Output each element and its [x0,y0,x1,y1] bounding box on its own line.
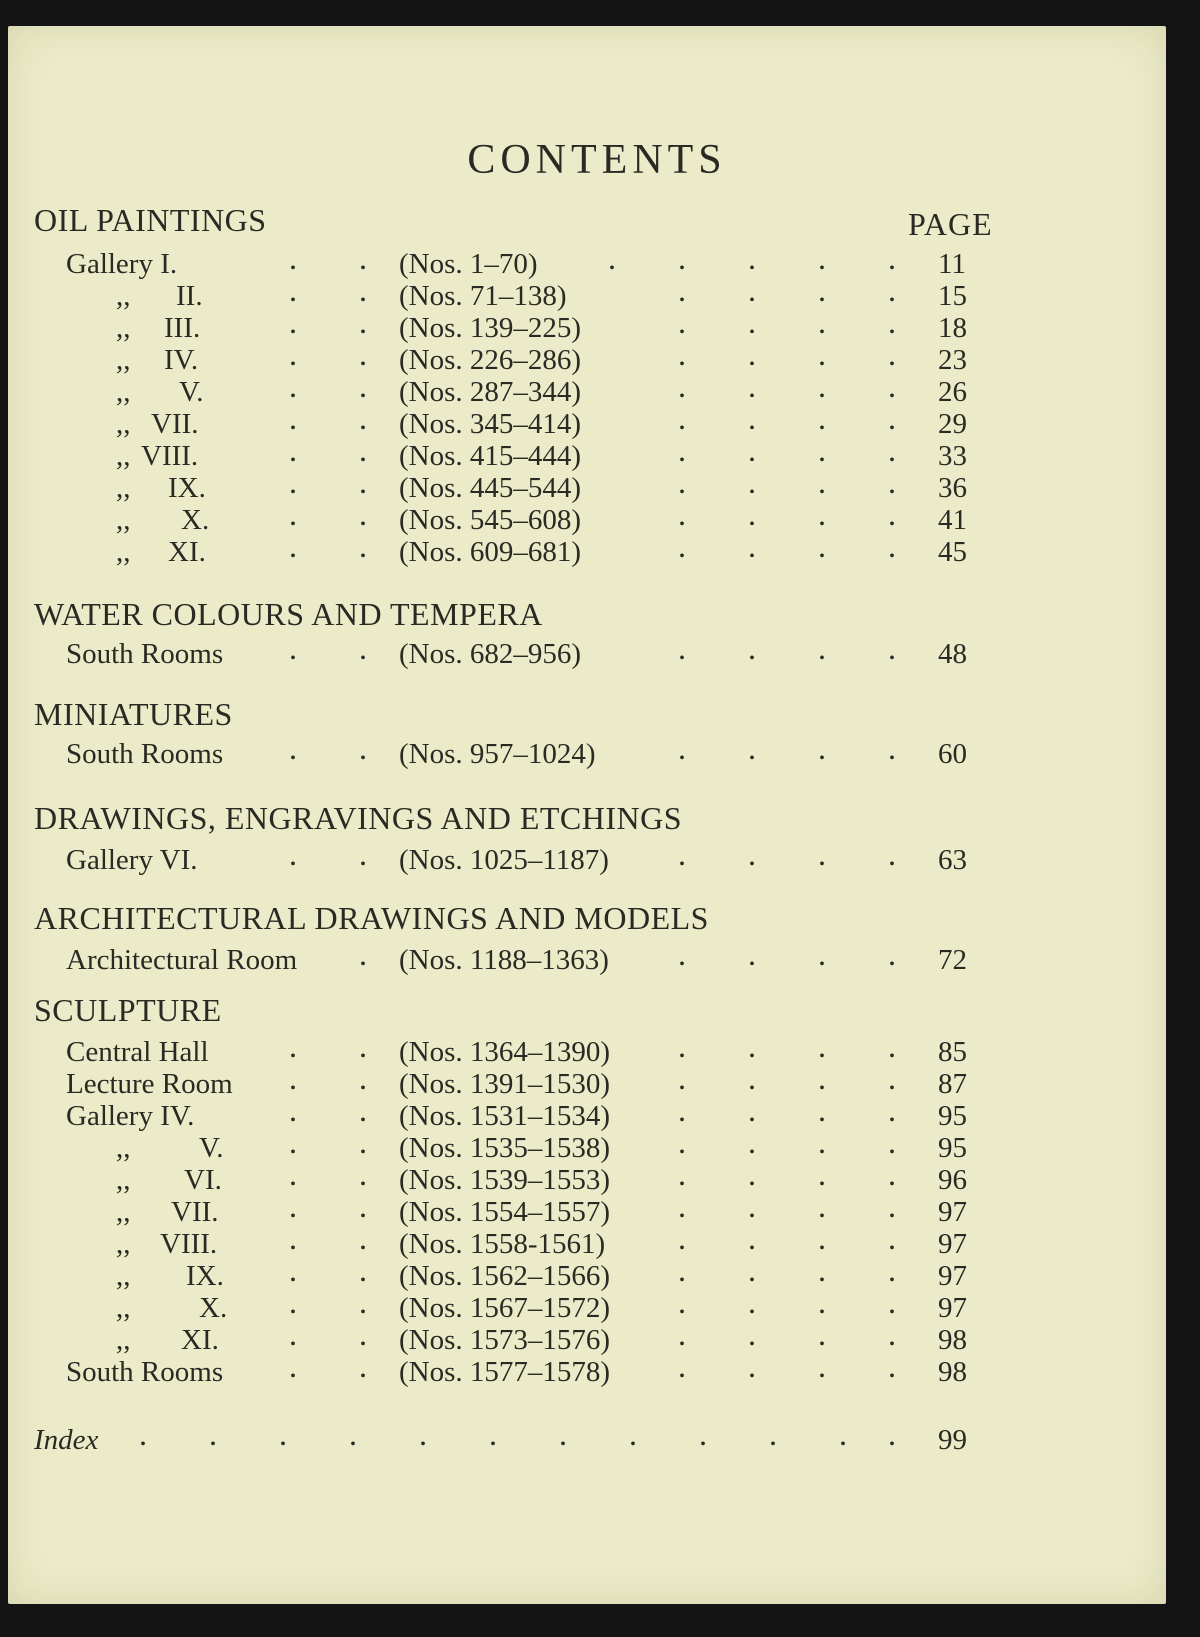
entry-page: 87 [938,1068,967,1100]
entry-page: 41 [938,504,967,536]
toc-entry[interactable]: Gallery I. . . (Nos. 1–70) . . . . . 11 [66,240,966,280]
toc-entry[interactable]: South Rooms . . (Nos. 957–1024) . . . . 60 [66,730,967,770]
entry-location: Lecture Room [66,1068,233,1100]
entry-page: 95 [938,1132,967,1164]
page-column-label: PAGE [908,206,993,242]
ditto-mark: ,, [116,280,131,312]
toc-entry[interactable]: ,, VIII. . . (Nos. 415–444) . . . . 33 [116,432,967,472]
entry-location: V. [199,1132,224,1164]
book-page [8,26,1166,1604]
ditto-mark: ,, [116,504,131,536]
entry-range: (Nos. 1554–1557) [399,1196,611,1228]
section-heading-sculpture: SCULPTURE [34,992,222,1028]
entry-location: III. [164,312,201,344]
entry-location: Central Hall [66,1036,209,1068]
ditto-mark: ,, [116,376,131,408]
entry-range: (Nos. 1–70) [399,248,538,280]
entry-page: 97 [938,1228,967,1260]
entry-range: (Nos. 609–681) [399,536,582,568]
entry-range: (Nos. 957–1024) [399,738,596,770]
entry-location: X. [181,504,210,536]
entry-range: (Nos. 415–444) [399,440,582,472]
toc-entry[interactable]: ,, IV. . . (Nos. 226–286) . . . . 23 [116,336,967,376]
ditto-mark: ,, [116,472,131,504]
entry-range: (Nos. 1539–1553) [399,1164,611,1196]
page-title: CONTENTS [467,137,727,183]
entry-range: (Nos. 682–956) [399,638,582,670]
entry-page: 98 [938,1324,967,1356]
toc-entry-index[interactable]: Index . . . . . . . . . . . . 99 [34,1416,967,1456]
entry-location: IX. [186,1260,224,1292]
toc-entry[interactable]: ,, VI. . . (Nos. 1539–1553) . . . . 96 [116,1156,967,1196]
entry-location: V. [179,376,204,408]
ditto-mark: ,, [116,1132,131,1164]
ditto-mark: ,, [116,440,131,472]
toc-entry[interactable]: ,, II. . . (Nos. 71–138) . . . . 15 [116,272,967,312]
entry-page: 72 [938,944,967,976]
toc-entry[interactable]: ,, VII. . . (Nos. 1554–1557) . . . . 97 [116,1188,967,1228]
entry-page: 97 [938,1260,967,1292]
entry-page: 95 [938,1100,967,1132]
toc-entry[interactable]: ,, IX. . . (Nos. 1562–1566) . . . . 97 [116,1252,967,1292]
entry-range: (Nos. 226–286) [399,344,582,376]
entry-location: South Rooms [66,1356,224,1388]
entry-location: South Rooms [66,738,224,770]
ditto-mark: ,, [116,536,131,568]
section-heading-oil-paintings: OIL PAINTINGS [34,202,267,238]
toc-entry[interactable]: ,, X. . . (Nos. 1567–1572) . . . . 97 [116,1284,967,1324]
entry-location: XI. [181,1324,219,1356]
toc-entry[interactable]: ,, VII. . . (Nos. 345–414) . . . . 29 [116,400,967,440]
entry-page: 33 [938,440,967,472]
toc-entry[interactable]: ,, VIII. . . (Nos. 1558-1561) . . . . 97 [116,1220,967,1260]
entry-page: 18 [938,312,967,344]
entry-page: 98 [938,1356,967,1388]
entry-page: 85 [938,1036,967,1068]
entry-page: 60 [938,738,967,770]
entry-location: VII. [171,1196,219,1228]
entry-range: (Nos. 1573–1576) [399,1324,611,1356]
entry-location: VIII. [160,1228,218,1260]
entry-range: (Nos. 139–225) [399,312,582,344]
ditto-mark: ,, [116,1196,131,1228]
toc-entry[interactable]: ,, V. . . (Nos. 287–344) . . . . 26 [116,368,967,408]
ditto-mark: ,, [116,344,131,376]
toc-entry[interactable]: Gallery VI. . . (Nos. 1025–1187) . . . . 63 [66,836,967,876]
entry-location: Gallery IV. [66,1100,195,1132]
entry-location: IV. [164,344,199,376]
ditto-mark: ,, [116,1164,131,1196]
entry-page: 97 [938,1292,967,1324]
ditto-mark: ,, [116,1324,131,1356]
entry-location: VII. [151,408,199,440]
entry-range: (Nos. 287–344) [399,376,582,408]
entry-page: 96 [938,1164,967,1196]
entry-page: 36 [938,472,967,504]
section-heading-drawings: DRAWINGS, ENGRAVINGS AND ETCHINGS [34,800,683,836]
ditto-mark: ,, [116,1260,131,1292]
entry-range: (Nos. 1364–1390) [399,1036,611,1068]
entry-range: (Nos. 1025–1187) [399,844,609,876]
section-heading-water-colours: WATER COLOURS AND TEMPERA [34,596,543,632]
entry-location: IX. [168,472,206,504]
toc-entry[interactable]: Central Hall . . (Nos. 1364–1390) . . . . 85 [66,1028,967,1068]
ditto-mark: ,, [116,1292,131,1324]
toc-entry[interactable]: ,, XI. . . (Nos. 609–681) . . . . 45 [116,528,967,568]
entry-location: II. [176,280,203,312]
entry-page: 11 [938,248,966,280]
entry-range: (Nos. 1558-1561) [399,1228,606,1260]
entry-range: (Nos. 1562–1566) [399,1260,611,1292]
entry-range: (Nos. 71–138) [399,280,567,312]
entry-location: Gallery I. [66,248,178,280]
entry-range: (Nos. 1577–1578) [399,1356,611,1388]
ditto-mark: ,, [116,1228,131,1260]
entry-page: 97 [938,1196,967,1228]
toc-entry[interactable]: ,, IX. . . (Nos. 445–544) . . . . 36 [116,464,967,504]
entry-range: (Nos. 345–414) [399,408,582,440]
entry-location: X. [199,1292,228,1324]
entry-location: South Rooms [66,638,224,670]
entry-page: 48 [938,638,967,670]
entry-range: (Nos. 1531–1534) [399,1100,611,1132]
entry-range: (Nos. 545–608) [399,504,582,536]
section-heading-architectural: ARCHITECTURAL DRAWINGS AND MODELS [34,900,709,936]
entry-range: (Nos. 1535–1538) [399,1132,611,1164]
entry-page: 23 [938,344,967,376]
entry-range: (Nos. 445–544) [399,472,582,504]
ditto-mark: ,, [116,408,131,440]
entry-range: (Nos. 1567–1572) [399,1292,611,1324]
toc-entry[interactable]: Architectural Room . (Nos. 1188–1363) . . . . 72 [66,936,967,976]
entry-page: 15 [938,280,967,312]
toc-entry[interactable]: ,, V. . . (Nos. 1535–1538) . . . . 95 [116,1124,967,1164]
ditto-mark: ,, [116,312,131,344]
entry-page: 63 [938,844,967,876]
toc-entry[interactable]: ,, X. . . (Nos. 545–608) . . . . 41 [116,496,967,536]
toc-entry[interactable]: Lecture Room . . (Nos. 1391–1530) . . . . 87 [66,1060,967,1100]
entry-location: Gallery VI. [66,844,198,876]
toc-entry[interactable]: ,, III. . . (Nos. 139–225) . . . . 18 [116,304,967,344]
section-heading-miniatures: MINIATURES [34,696,233,732]
toc-entry[interactable]: ,, XI. . . (Nos. 1573–1576) . . . . 98 [116,1316,967,1356]
entry-location: VIII. [141,440,199,472]
index-label: Index [34,1424,99,1456]
entry-location: XI. [168,536,206,568]
entry-location: VI. [184,1164,222,1196]
entry-page: 26 [938,376,967,408]
entry-page: 29 [938,408,967,440]
entry-page: 99 [938,1424,967,1456]
entry-range: (Nos. 1391–1530) [399,1068,611,1100]
toc-entry[interactable]: Gallery IV. . . (Nos. 1531–1534) . . . . 95 [66,1092,967,1132]
entry-range: (Nos. 1188–1363) [399,944,609,976]
entry-page: 45 [938,536,967,568]
toc-entry[interactable]: South Rooms . . (Nos. 1577–1578) . . . . 98 [66,1348,967,1388]
entry-location: Architectural Room [66,944,298,976]
toc-entry[interactable]: South Rooms . . (Nos. 682–956) . . . . 48 [66,630,967,670]
